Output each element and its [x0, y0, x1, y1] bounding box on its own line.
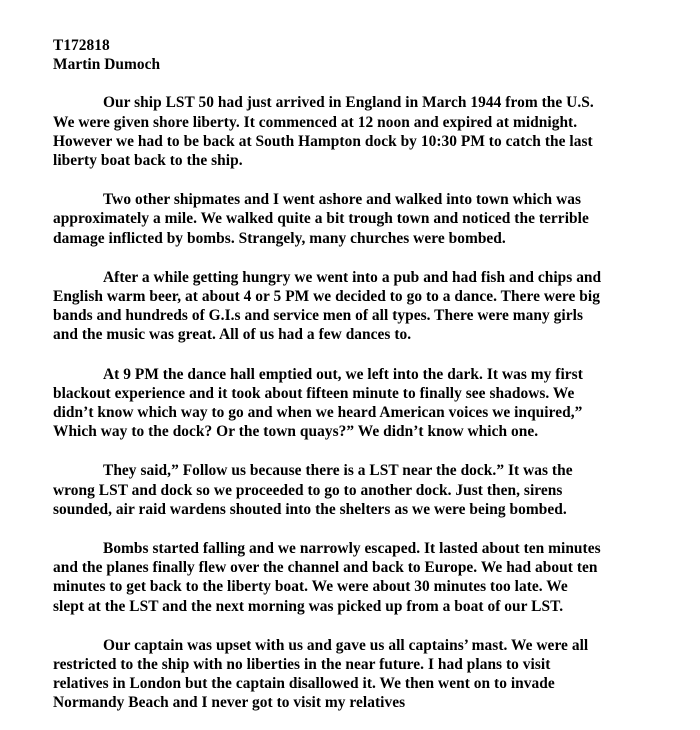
paragraph-line: restricted to the ship with no liberties in the near future. I had plans to visit	[53, 656, 551, 674]
paragraph-line: Which way to the dock? Or the town quays?” We didn’t know which one.	[53, 423, 539, 441]
paragraph-line: relatives in London but the captain disallowed it. We then went on to invade	[53, 675, 555, 693]
paragraph-line: However we had to be back at South Hampton dock by 10:30 PM to catch the last	[53, 132, 593, 150]
document-page	[53, 36, 685, 713]
paragraph-line: approximately a mile. We walked quite a bit trough town and noticed the terrible	[53, 210, 589, 228]
paragraph-line: minutes to get back to the liberty boat. We were about 30 minutes too late. We	[53, 578, 568, 596]
paragraph-1	[53, 93, 685, 170]
paragraph-6	[53, 539, 685, 616]
paragraph-line: damage inflicted by bombs. Strangely, many churches were bombed.	[53, 229, 506, 247]
author-name: Martin Dumoch	[53, 56, 161, 74]
paragraph-line: We were given shore liberty. It commenced at 12 noon and expired at midnight.	[53, 113, 578, 131]
paragraph-7	[53, 636, 685, 713]
paragraph-line: blackout experience and it took about fifteen minute to finally see shadows. We	[53, 384, 575, 402]
paragraph-line: Our captain was upset with us and gave us all captains’ mast. We were all	[103, 636, 589, 654]
paragraph-line: After a while getting hungry we went into a pub and had fish and chips and	[103, 268, 602, 286]
paragraph-line: Normandy Beach and I never got to visit my relatives	[53, 694, 406, 712]
paragraph-2	[53, 190, 685, 248]
paragraph-line: sounded, air raid wardens shouted into the shelters as we were being bombed.	[53, 500, 567, 518]
paragraph-line: They said,” Follow us because there is a LST near the dock.” It was the	[103, 462, 573, 480]
paragraph-4	[53, 365, 685, 442]
paragraph-line: didn’t know which way to go and when we heard American voices we inquired,”	[53, 404, 583, 422]
paragraph-line: wrong LST and dock so we proceeded to go to another dock. Just then, sirens	[53, 481, 563, 499]
paragraph-5	[53, 461, 685, 519]
paragraph-line: and the music was great. All of us had a few dances to.	[53, 326, 412, 344]
paragraph-line: liberty boat back to the ship.	[53, 152, 243, 170]
paragraph-line: English warm beer, at about 4 or 5 PM we decided to go to a dance. There were big	[53, 288, 600, 306]
paragraph-line: slept at the LST and the next morning was picked up from a boat of our LST.	[53, 597, 564, 615]
paragraph-line: and the planes finally flew over the channel and back to Europe. We had about ten	[53, 559, 598, 577]
paragraph-3	[53, 268, 685, 345]
paragraph-line: Bombs started falling and we narrowly escaped. It lasted about ten minutes	[103, 540, 601, 558]
paragraph-line: Two other shipmates and I went ashore and walked into town which was	[103, 191, 582, 209]
paragraph-line: Our ship LST 50 had just arrived in England in March 1944 from the U.S.	[103, 94, 594, 112]
paragraph-line: bands and hundreds of G.I.s and service men of all types. There were many girls	[53, 307, 583, 325]
paragraph-line: At 9 PM the dance hall emptied out, we left into the dark. It was my first	[103, 365, 583, 383]
document-id: T172818	[53, 37, 110, 54]
